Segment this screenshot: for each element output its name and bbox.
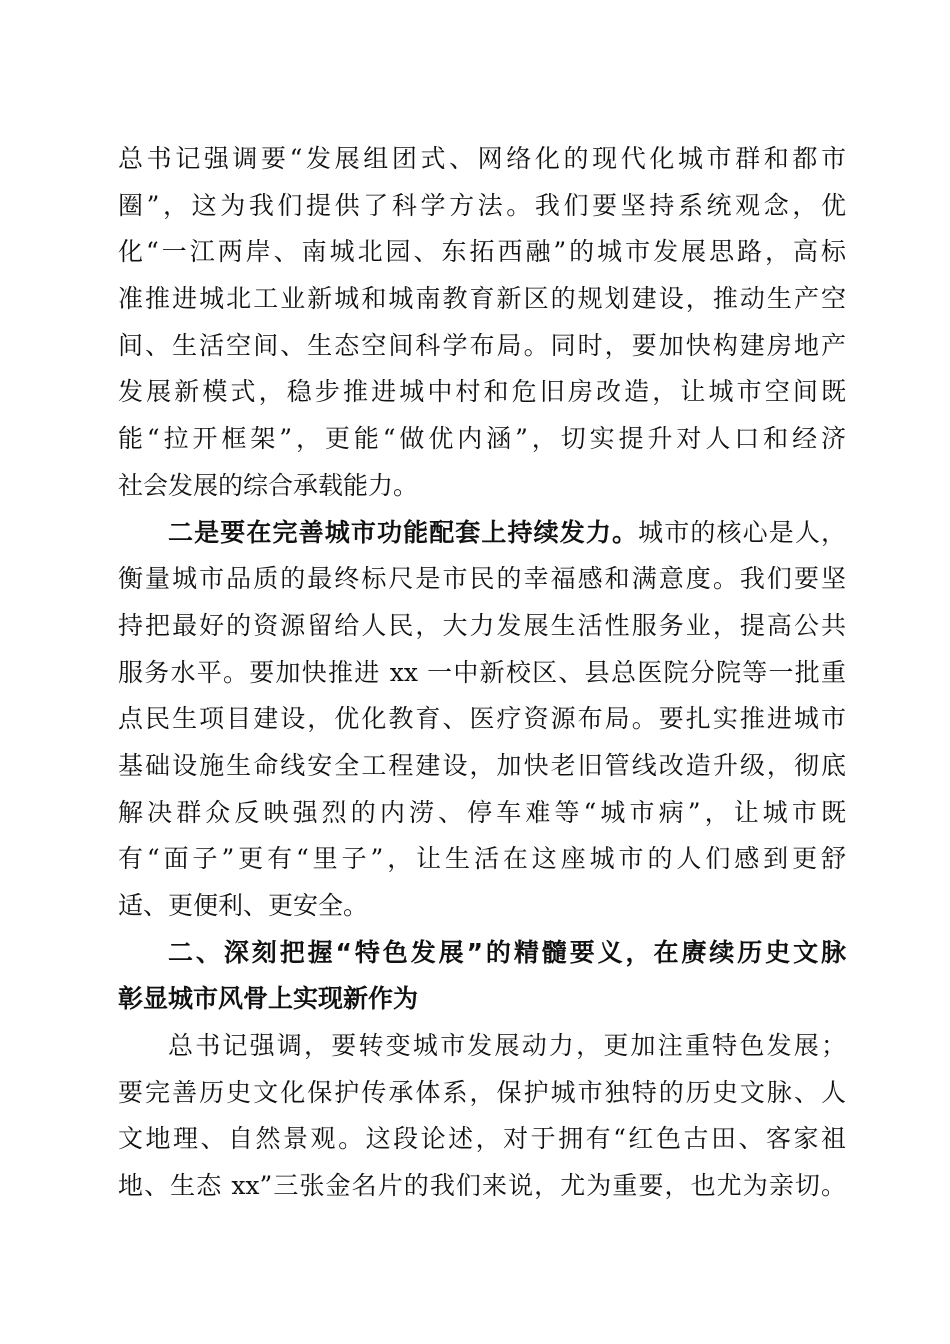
text-line: 发展新模式，稳步推进城中村和危旧房改造，让城市空间既 [118,377,846,407]
text-line: 社会发展的综合承载能力。 [118,470,419,500]
text-line: 点民生项目建设，优化教育、医疗资源布局。要扎实推进城市 [118,704,846,734]
lead-rest: 城市的核心是人， [638,517,846,547]
document-page [118,136,846,1210]
text-line: 解决群众反映强烈的内涝、停车难等“城市病”，让城市既 [118,797,846,827]
text-line: 基础设施生命线安全工程建设，加快老旧管线改造升级，彻底 [118,750,846,780]
heading-line: 彰显城市风骨上实现新作为 [118,984,419,1014]
text-line: 服务水平。要加快推进 xx 一中新校区、县总医院分院等一批重 [118,657,846,687]
text-line: 总书记强调，要转变城市发展动力，更加注重特色发展； [168,1031,846,1061]
text-line: 总书记强调要“发展组团式、网络化的现代化城市群和都市 [118,144,846,173]
bold-lead-sentence: 二是要在完善城市功能配套上持续发力。 [168,517,639,547]
text-line: 准推进城北工业新城和城南教育新区的规划建设，推动生产空 [118,284,846,314]
section-heading [118,930,846,1023]
text-line-lead [118,510,846,557]
paragraph-urban-functions [118,510,846,930]
text-line: 化“一江两岸、南城北园、东拓西融”的城市发展思路，高标 [118,237,846,267]
paragraph-distinctive-development [118,1023,846,1210]
paragraph-urban-layout [118,136,846,510]
text-line: 地、生态 xx”三张金名片的我们来说，尤为重要，也尤为亲切。 [118,1171,846,1201]
text-line: 适、更便利、更安全。 [118,891,369,920]
text-line: 能“拉开框架”，更能“做优内涵”，切实提升对人口和经济 [118,424,846,454]
text-line: 有“面子”更有“里子”，让生活在这座城市的人们感到更舒 [118,844,846,874]
text-line: 要完善历史文化保护传承体系，保护城市独特的历史文脉、人 [118,1077,846,1107]
text-line: 圈”，这为我们提供了科学方法。我们要坚持系统观念，优 [118,190,846,220]
text-line: 持把最好的资源留给人民，大力发展生活性服务业，提高公共 [118,610,846,640]
text-line: 衡量城市品质的最终标尺是市民的幸福感和满意度。我们要坚 [118,564,846,594]
heading-line: 二、深刻把握“特色发展”的精髓要义，在赓续历史文脉 [168,937,846,967]
text-line: 间、生活空间、生态空间科学布局。同时，要加快构建房地产 [118,330,846,360]
text-line: 文地理、自然景观。这段论述，对于拥有“红色古田、客家祖 [118,1124,846,1154]
